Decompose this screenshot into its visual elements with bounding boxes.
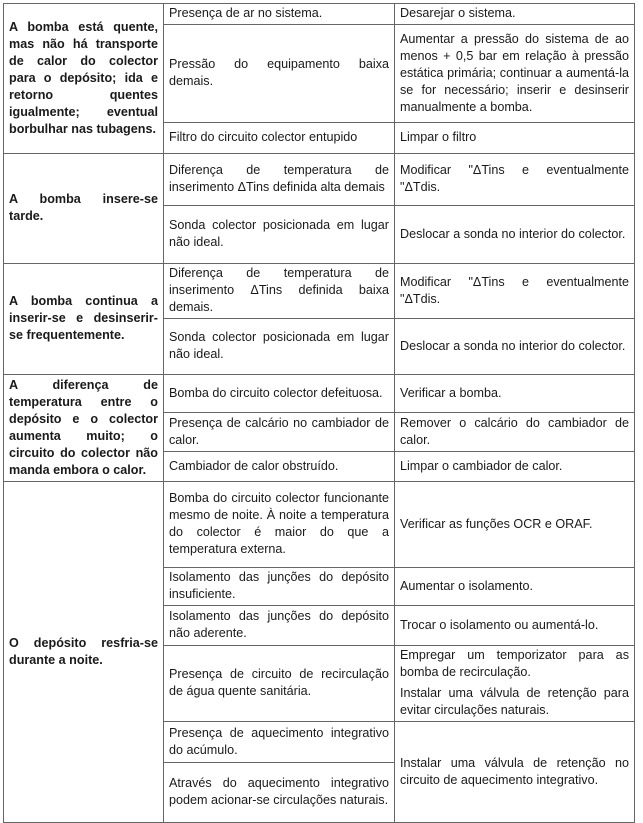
solution-cell: Verificar as funções OCR e ORAF. (395, 482, 635, 568)
problem-cell: O depósito resfria-se durante a noite. (4, 482, 164, 823)
solution-cell: Desarejar o sistema. (395, 4, 635, 25)
cause-cell: Filtro do circuito colector entupido (164, 123, 395, 154)
cause-cell: Isolamento das junções do depósito insuficiente. (164, 568, 395, 606)
cause-cell: Isolamento das junções do depósito não aderente. (164, 606, 395, 646)
table-row (4, 154, 635, 206)
cause-cell: Sonda colector posicionada em lugar não ideal. (164, 206, 395, 264)
cause-cell: Cambiador de calor obstruído. (164, 452, 395, 482)
solution-cell: Verificar a bomba. (395, 375, 635, 413)
solution-cell: Deslocar a sonda no interior do colector. (395, 206, 635, 264)
problem-cell: A diferença de temperatura entre o depósito e o colector aumenta muito; o circuito do colector não manda embora o calor. (4, 375, 164, 482)
problem-cell: A bomba está quente, mas não há transporte de calor do colector para o depósito; ida e retorno quentes igualmente; eventual borbulhar nas tubagens. (4, 4, 164, 154)
problem-cell: A bomba continua a inserir-se e desinserir-se frequentemente. (4, 264, 164, 375)
cause-cell: Diferença de temperatura de inserimento ΔTins definida baixa demais. (164, 264, 395, 319)
solution-cell: Aumentar a pressão do sistema de ao menos + 0,5 bar em relação à pressão estática primária; continuar a aumentá-la se for necessário; inserir e desinserir manualmente a bomba. (395, 25, 635, 123)
solution-cell: Instalar uma válvula de retenção no circuito de aquecimento integrativo. (395, 722, 635, 823)
table-row (4, 482, 635, 568)
solution-cell: Remover o calcário do cambiador de calor. (395, 413, 635, 452)
cause-cell: Através do aquecimento integrativo podem acionar-se circulações naturais. (164, 763, 395, 823)
cause-cell: Presença de aquecimento integrativo do acúmulo. (164, 722, 395, 763)
solution-cell: Deslocar a sonda no interior do colector. (395, 319, 635, 375)
solution-cell (395, 646, 635, 722)
cause-cell: Sonda colector posicionada em lugar não ideal. (164, 319, 395, 375)
cause-cell: Pressão do equipamento baixa demais. (164, 25, 395, 123)
solution-cell: Modificar "ΔTins e eventualmente "ΔTdis. (395, 154, 635, 206)
solution-line: Empregar um temporizator para as bomba de recirculação. (400, 648, 629, 679)
cause-cell: Presença de ar no sistema. (164, 4, 395, 25)
table-row (4, 264, 635, 319)
table-row (4, 375, 635, 413)
cause-cell: Presença de circuito de recirculação de água quente sanitária. (164, 646, 395, 722)
solution-cell: Modificar "ΔTins e eventualmente "ΔTdis. (395, 264, 635, 319)
solution-cell: Trocar o isolamento ou aumentá-lo. (395, 606, 635, 646)
cause-cell: Diferença de temperatura de inserimento ΔTins definida alta demais (164, 154, 395, 206)
solution-cell: Aumentar o isolamento. (395, 568, 635, 606)
solution-cell: Limpar o filtro (395, 123, 635, 154)
solution-line: Instalar uma válvula de retenção para evitar circulações naturais. (400, 686, 629, 717)
cause-cell: Bomba do circuito colector funcionante mesmo de noite. À noite a temperatura do colector é maior do que a temperatura externa. (164, 482, 395, 568)
cause-cell: Bomba do circuito colector defeituosa. (164, 375, 395, 413)
cause-cell: Presença de calcário no cambiador de calor. (164, 413, 395, 452)
problem-cell: A bomba insere-se tarde. (4, 154, 164, 264)
table-row (4, 4, 635, 25)
troubleshooting-table (3, 3, 635, 823)
solution-cell: Limpar o cambiador de calor. (395, 452, 635, 482)
